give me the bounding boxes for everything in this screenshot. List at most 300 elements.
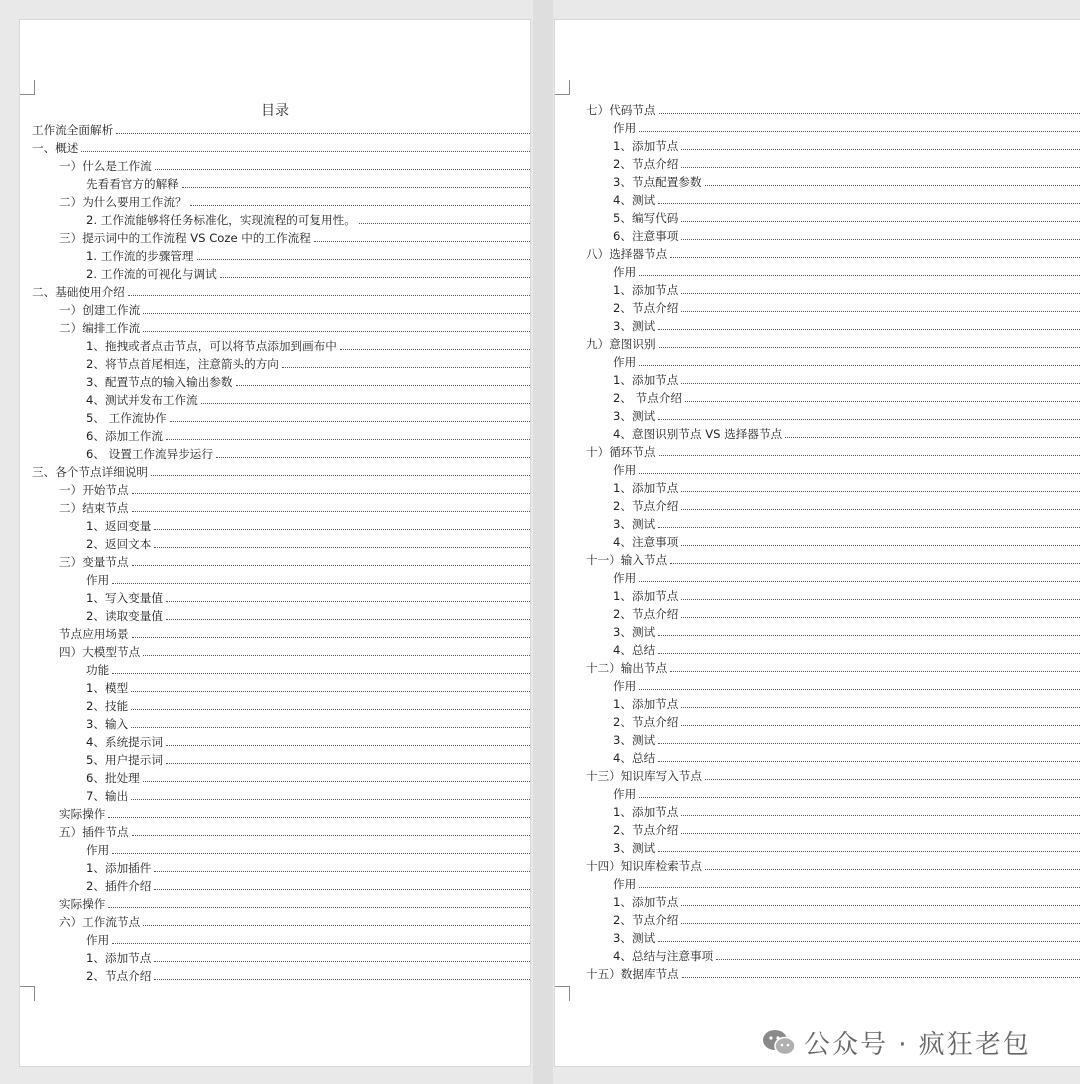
toc-leader-dots	[170, 421, 530, 422]
document-page-right	[555, 20, 1080, 1066]
toc-entry[interactable]	[32, 643, 530, 661]
toc-entry-text: 2. 工作流能够将任务标准化，实现流程的可复用性。	[86, 213, 356, 227]
toc-title: 目录	[261, 103, 289, 119]
toc-leader-dots	[155, 169, 530, 170]
toc-entry[interactable]	[586, 299, 1080, 317]
toc-leader-dots	[681, 239, 1080, 240]
toc-entry[interactable]	[586, 155, 1080, 173]
toc-entry-text: 1、添加节点	[613, 139, 679, 153]
toc-entry[interactable]	[32, 715, 530, 733]
toc-entry-text: 4、总结与注意事项	[613, 949, 714, 963]
toc-entry-text: 一、概述	[32, 141, 79, 155]
toc-entry-text: 3、测试	[613, 409, 656, 423]
toc-entry[interactable]	[32, 229, 530, 247]
toc-entry[interactable]	[586, 785, 1080, 803]
toc-entry[interactable]	[586, 263, 1080, 281]
toc-leader-dots	[639, 581, 1080, 582]
toc-leader-dots	[132, 493, 530, 494]
toc-entry[interactable]	[586, 713, 1080, 731]
toc-entry[interactable]	[586, 965, 1080, 983]
toc-entry-text: 1、添加节点	[613, 373, 679, 387]
toc-entry[interactable]	[586, 929, 1080, 947]
toc-entry-text: 2、技能	[86, 699, 129, 713]
toc-leader-dots	[639, 131, 1080, 132]
toc-leader-dots	[681, 383, 1080, 384]
toc-entry[interactable]	[586, 767, 1080, 785]
toc-leader-dots	[112, 853, 530, 854]
toc-leader-dots	[131, 799, 530, 800]
toc-leader-dots	[639, 365, 1080, 366]
toc-entry-text: 作用	[86, 933, 110, 947]
toc-entry[interactable]	[32, 805, 530, 823]
toc-leader-dots	[670, 257, 1080, 258]
toc-leader-dots	[681, 923, 1080, 924]
toc-leader-dots	[681, 599, 1080, 600]
toc-entry-text: 三）变量节点	[59, 555, 129, 569]
toc-entry-text: 5、用户提示词	[86, 753, 163, 767]
toc-leader-dots	[681, 545, 1080, 546]
toc-entry[interactable]	[586, 227, 1080, 245]
toc-entry-text: 7、输出	[86, 789, 129, 803]
toc-entry[interactable]	[586, 587, 1080, 605]
toc-entry[interactable]	[586, 443, 1080, 461]
toc-entry[interactable]	[586, 731, 1080, 749]
toc-entry[interactable]	[586, 623, 1080, 641]
toc-entry[interactable]	[32, 895, 530, 913]
toc-entry[interactable]	[32, 427, 530, 445]
toc-entry[interactable]	[586, 659, 1080, 677]
toc-entry-text: 3、测试	[613, 517, 656, 531]
toc-entry[interactable]	[586, 317, 1080, 335]
toc-leader-dots	[108, 907, 530, 908]
toc-entry-text: 4、测试并发布工作流	[86, 393, 198, 407]
toc-entry-text: 1、拖拽或者点击节点，可以将节点添加到画布中	[86, 339, 337, 353]
toc-entry[interactable]	[586, 875, 1080, 893]
toc-entry-text: 作用	[613, 121, 637, 135]
toc-entry-text: 十）循环节点	[586, 445, 656, 459]
toc-list-right	[586, 101, 1080, 983]
toc-entry-text: 作用	[86, 573, 110, 587]
toc-entry-text: 二、基础使用介绍	[32, 285, 125, 299]
toc-entry[interactable]	[32, 283, 530, 301]
toc-leader-dots	[112, 583, 530, 584]
toc-entry[interactable]	[586, 515, 1080, 533]
toc-entry[interactable]	[32, 877, 530, 895]
toc-leader-dots	[314, 241, 530, 242]
toc-entry[interactable]	[32, 859, 530, 877]
toc-entry[interactable]	[32, 787, 530, 805]
toc-entry-text: 1、返回变量	[86, 519, 152, 533]
toc-entry-text: 2. 工作流的可视化与调试	[86, 267, 217, 281]
toc-entry-text: 2、节点介绍	[613, 157, 679, 171]
toc-entry-text: 六）工作流节点	[59, 915, 141, 929]
toc-entry[interactable]	[586, 695, 1080, 713]
toc-leader-dots	[681, 491, 1080, 492]
toc-entry-text: 4、意图识别节点 VS 选择器节点	[613, 427, 783, 441]
toc-entry-text: 一）开始节点	[59, 483, 129, 497]
toc-entry-text: 作用	[613, 787, 637, 801]
toc-entry[interactable]	[586, 677, 1080, 695]
watermark	[762, 1024, 1031, 1061]
toc-leader-dots	[154, 871, 530, 872]
toc-entry[interactable]	[32, 517, 530, 535]
toc-entry-text: 五）插件节点	[59, 825, 129, 839]
toc-entry-text: 实际操作	[59, 807, 106, 821]
toc-leader-dots	[658, 419, 1080, 420]
toc-entry-text: 4、总结	[613, 751, 656, 765]
toc-leader-dots	[658, 329, 1080, 330]
toc-entry[interactable]	[32, 409, 530, 427]
toc-leader-dots	[658, 203, 1080, 204]
toc-entry[interactable]	[586, 245, 1080, 263]
toc-entry-text: 6、注意事项	[613, 229, 679, 243]
toc-entry[interactable]	[32, 247, 530, 265]
toc-entry-text: 3、输入	[86, 717, 129, 731]
toc-leader-dots	[197, 259, 531, 260]
toc-leader-dots	[639, 689, 1080, 690]
toc-entry[interactable]	[586, 839, 1080, 857]
toc-entry-text: 七）代码节点	[586, 103, 656, 117]
toc-entry-text: 1、写入变量值	[86, 591, 163, 605]
toc-entry[interactable]	[586, 101, 1080, 119]
toc-entry[interactable]	[32, 607, 530, 625]
toc-leader-dots	[659, 455, 1080, 456]
toc-leader-dots	[681, 167, 1080, 168]
toc-entry-text: 1、添加节点	[613, 589, 679, 603]
toc-entry[interactable]	[32, 157, 530, 175]
toc-leader-dots	[670, 671, 1080, 672]
toc-leader-dots	[166, 763, 530, 764]
crop-mark-top	[20, 80, 35, 95]
toc-entry[interactable]	[32, 301, 530, 319]
toc-leader-dots	[108, 817, 530, 818]
toc-entry[interactable]	[32, 967, 530, 985]
toc-entry[interactable]	[586, 893, 1080, 911]
toc-leader-dots	[143, 313, 530, 314]
toc-leader-dots	[166, 745, 530, 746]
toc-leader-dots	[132, 637, 530, 638]
toc-entry-text: 二）编排工作流	[59, 321, 141, 335]
toc-entry[interactable]	[32, 481, 530, 499]
toc-entry[interactable]	[32, 139, 530, 157]
toc-leader-dots	[685, 401, 1080, 402]
toc-entry[interactable]	[32, 373, 530, 391]
toc-leader-dots	[182, 187, 530, 188]
toc-entry[interactable]	[32, 589, 530, 607]
toc-leader-dots	[639, 887, 1080, 888]
toc-entry[interactable]	[586, 803, 1080, 821]
toc-leader-dots	[236, 385, 530, 386]
toc-entry-text: 3、配置节点的输入输出参数	[86, 375, 233, 389]
toc-entry-text: 1、模型	[86, 681, 129, 695]
toc-entry[interactable]	[32, 337, 530, 355]
toc-leader-dots	[131, 691, 530, 692]
toc-entry[interactable]	[32, 751, 530, 769]
toc-entry-text: 3、测试	[613, 319, 656, 333]
toc-entry[interactable]	[32, 121, 530, 139]
toc-entry-text: 2、节点介绍	[613, 301, 679, 315]
toc-entry[interactable]	[586, 191, 1080, 209]
toc-entry-text: 1、添加插件	[86, 861, 152, 875]
toc-entry-text: 作用	[613, 571, 637, 585]
toc-leader-dots	[201, 403, 530, 404]
toc-leader-dots	[143, 331, 530, 332]
toc-entry[interactable]	[32, 211, 530, 229]
toc-leader-dots	[143, 925, 530, 926]
wechat-icon	[762, 1028, 796, 1058]
toc-leader-dots	[681, 815, 1080, 816]
toc-entry-text: 2、返回文本	[86, 537, 152, 551]
toc-leader-dots	[131, 727, 530, 728]
toc-entry[interactable]	[586, 947, 1080, 965]
toc-entry[interactable]	[586, 353, 1080, 371]
page-gutter	[533, 0, 553, 1084]
toc-entry-text: 2、节点介绍	[613, 499, 679, 513]
toc-entry-text: 4、系统提示词	[86, 735, 163, 749]
toc-entry[interactable]	[32, 499, 530, 517]
toc-entry-text: 1、添加节点	[613, 697, 679, 711]
toc-entry-text: 3、测试	[613, 841, 656, 855]
toc-entry-text: 作用	[86, 843, 110, 857]
toc-entry-text: 九）意图识别	[586, 337, 656, 351]
toc-entry[interactable]	[586, 749, 1080, 767]
toc-entry[interactable]	[32, 319, 530, 337]
toc-entry[interactable]	[32, 553, 530, 571]
toc-leader-dots	[785, 437, 1080, 438]
toc-entry[interactable]	[586, 425, 1080, 443]
toc-leader-dots	[681, 707, 1080, 708]
toc-entry[interactable]	[586, 569, 1080, 587]
toc-entry-text: 5、 工作流协作	[86, 411, 167, 425]
toc-leader-dots	[681, 833, 1080, 834]
toc-entry[interactable]	[586, 371, 1080, 389]
toc-entry[interactable]	[32, 697, 530, 715]
toc-entry[interactable]	[32, 733, 530, 751]
toc-leader-dots	[681, 509, 1080, 510]
toc-entry-text: 3、测试	[613, 625, 656, 639]
toc-entry[interactable]	[586, 137, 1080, 155]
toc-entry[interactable]	[32, 769, 530, 787]
toc-leader-dots	[154, 979, 530, 980]
toc-entry[interactable]	[586, 407, 1080, 425]
toc-entry-text: 1、添加节点	[86, 951, 152, 965]
toc-entry-text: 十四）知识库检索节点	[586, 859, 702, 873]
toc-leader-dots	[131, 709, 530, 710]
toc-entry[interactable]	[32, 445, 530, 463]
toc-entry-text: 3、测试	[613, 931, 656, 945]
toc-leader-dots	[143, 781, 530, 782]
toc-entry-text: 6、批处理	[86, 771, 140, 785]
document-page-left	[20, 20, 530, 1066]
toc-entry-text: 2、节点介绍	[613, 715, 679, 729]
toc-entry[interactable]	[586, 911, 1080, 929]
toc-entry-text: 先看看官方的解释	[86, 177, 179, 191]
toc-leader-dots	[681, 149, 1080, 150]
toc-entry[interactable]	[586, 551, 1080, 569]
toc-entry-text: 十二）输出节点	[586, 661, 668, 675]
toc-leader-dots	[658, 851, 1080, 852]
toc-leader-dots	[681, 293, 1080, 294]
toc-entry-text: 一）创建工作流	[59, 303, 141, 317]
toc-entry[interactable]	[32, 841, 530, 859]
toc-leader-dots	[705, 185, 1080, 186]
toc-leader-dots	[282, 367, 530, 368]
toc-leader-dots	[166, 439, 530, 440]
toc-entry[interactable]	[32, 661, 530, 679]
toc-leader-dots	[658, 635, 1080, 636]
toc-leader-dots	[132, 565, 530, 566]
toc-entry[interactable]	[32, 391, 530, 409]
toc-entry-text: 6、添加工作流	[86, 429, 163, 443]
toc-entry-text: 作用	[613, 877, 637, 891]
toc-entry-text: 作用	[613, 463, 637, 477]
toc-leader-dots	[639, 473, 1080, 474]
toc-entry[interactable]	[586, 389, 1080, 407]
toc-entry-text: 5、编写代码	[613, 211, 679, 225]
toc-entry-text: 1、添加节点	[613, 895, 679, 909]
toc-entry[interactable]	[32, 535, 530, 553]
toc-entry-text: 十一）输入节点	[586, 553, 668, 567]
toc-entry-text: 1、添加节点	[613, 805, 679, 819]
toc-leader-dots	[216, 457, 530, 458]
toc-entry[interactable]	[32, 913, 530, 931]
toc-entry-text: 2、将节点首尾相连，注意箭头的方向	[86, 357, 279, 371]
toc-entry-text: 三）提示词中的工作流程 VS Coze 中的工作流程	[59, 231, 311, 245]
toc-entry-text: 二）为什么要用工作流？	[59, 195, 187, 209]
toc-entry-text: 1、添加节点	[613, 283, 679, 297]
toc-entry[interactable]	[586, 605, 1080, 623]
toc-leader-dots	[681, 311, 1080, 312]
toc-entry[interactable]	[32, 265, 530, 283]
toc-entry-text: 作用	[613, 265, 637, 279]
toc-entry[interactable]	[32, 175, 530, 193]
toc-entry-text: 十三）知识库写入节点	[586, 769, 702, 783]
toc-leader-dots	[658, 527, 1080, 528]
toc-leader-dots	[658, 743, 1080, 744]
toc-list-left	[32, 121, 530, 985]
toc-entry-text: 2、插件介绍	[86, 879, 152, 893]
toc-entry[interactable]	[32, 679, 530, 697]
toc-leader-dots	[132, 835, 530, 836]
toc-entry[interactable]	[586, 857, 1080, 875]
toc-leader-dots	[112, 673, 530, 674]
toc-entry-text: 2、 节点介绍	[613, 391, 683, 405]
toc-entry-text: 4、测试	[613, 193, 656, 207]
toc-leader-dots	[705, 869, 1080, 870]
toc-entry-text: 3、测试	[613, 733, 656, 747]
toc-entry[interactable]	[586, 461, 1080, 479]
toc-leader-dots	[143, 655, 530, 656]
toc-leader-dots	[682, 977, 1080, 978]
toc-leader-dots	[658, 941, 1080, 942]
toc-entry[interactable]	[32, 571, 530, 589]
toc-entry-text: 2、节点介绍	[613, 607, 679, 621]
toc-leader-dots	[639, 275, 1080, 276]
toc-entry-text: 3、节点配置参数	[613, 175, 702, 189]
toc-entry[interactable]	[32, 625, 530, 643]
toc-entry-text: 2、读取变量值	[86, 609, 163, 623]
toc-leader-dots	[639, 797, 1080, 798]
toc-entry[interactable]	[586, 173, 1080, 191]
toc-leader-dots	[154, 961, 530, 962]
toc-leader-dots	[166, 601, 530, 602]
toc-entry[interactable]	[586, 533, 1080, 551]
toc-leader-dots	[681, 905, 1080, 906]
watermark-text: 公众号 · 疯狂老包	[804, 1030, 1031, 1060]
toc-entry[interactable]	[32, 193, 530, 211]
toc-entry-text: 八）选择器节点	[586, 247, 668, 261]
toc-entry[interactable]	[32, 949, 530, 967]
toc-entry-text: 工作流全面解析	[32, 123, 114, 137]
toc-entry[interactable]	[586, 479, 1080, 497]
toc-leader-dots	[154, 547, 530, 548]
crop-mark-top	[555, 80, 570, 95]
toc-entry[interactable]	[32, 463, 530, 481]
toc-entry[interactable]	[586, 335, 1080, 353]
toc-leader-dots	[132, 511, 530, 512]
toc-entry-text: 2、节点介绍	[613, 913, 679, 927]
toc-leader-dots	[154, 529, 530, 530]
toc-leader-dots	[154, 889, 530, 890]
toc-leader-dots	[681, 221, 1080, 222]
toc-leader-dots	[659, 113, 1080, 114]
toc-entry[interactable]	[32, 823, 530, 841]
toc-leader-dots	[681, 725, 1080, 726]
toc-entry[interactable]	[586, 497, 1080, 515]
toc-entry-text: 2、节点介绍	[613, 823, 679, 837]
toc-leader-dots	[166, 619, 530, 620]
crop-mark-bottom	[20, 986, 35, 1001]
toc-leader-dots	[116, 133, 530, 134]
toc-leader-dots	[659, 347, 1080, 348]
toc-leader-dots	[359, 223, 530, 224]
toc-entry[interactable]	[32, 931, 530, 949]
toc-leader-dots	[658, 761, 1080, 762]
toc-entry-text: 2、节点介绍	[86, 969, 152, 983]
toc-leader-dots	[81, 151, 530, 152]
crop-mark-bottom	[555, 986, 570, 1001]
toc-entry[interactable]	[586, 641, 1080, 659]
toc-leader-dots	[112, 943, 530, 944]
toc-entry-text: 4、注意事项	[613, 535, 679, 549]
toc-leader-dots	[670, 563, 1080, 564]
toc-leader-dots	[151, 475, 530, 476]
toc-entry[interactable]	[32, 355, 530, 373]
toc-entry-text: 6、 设置工作流异步运行	[86, 447, 213, 461]
toc-entry-text: 作用	[613, 355, 637, 369]
toc-leader-dots	[128, 295, 530, 296]
toc-leader-dots	[658, 653, 1080, 654]
toc-entry-text: 1. 工作流的步骤管理	[86, 249, 194, 263]
toc-entry[interactable]	[586, 209, 1080, 227]
toc-entry-text: 1、添加节点	[613, 481, 679, 495]
toc-entry-text: 四）大模型节点	[59, 645, 141, 659]
toc-entry-text: 十五）数据库节点	[586, 967, 679, 981]
toc-entry-text: 一）什么是工作流	[59, 159, 152, 173]
toc-leader-dots	[716, 959, 1080, 960]
toc-leader-dots	[340, 349, 530, 350]
toc-leader-dots	[681, 617, 1080, 618]
toc-leader-dots	[190, 205, 530, 206]
toc-entry-text: 作用	[613, 679, 637, 693]
toc-entry-text: 4、总结	[613, 643, 656, 657]
toc-entry-text: 功能	[86, 663, 110, 677]
toc-leader-dots	[220, 277, 530, 278]
toc-entry[interactable]	[586, 821, 1080, 839]
toc-entry[interactable]	[586, 281, 1080, 299]
toc-entry-text: 节点应用场景	[59, 627, 129, 641]
toc-entry[interactable]	[586, 119, 1080, 137]
